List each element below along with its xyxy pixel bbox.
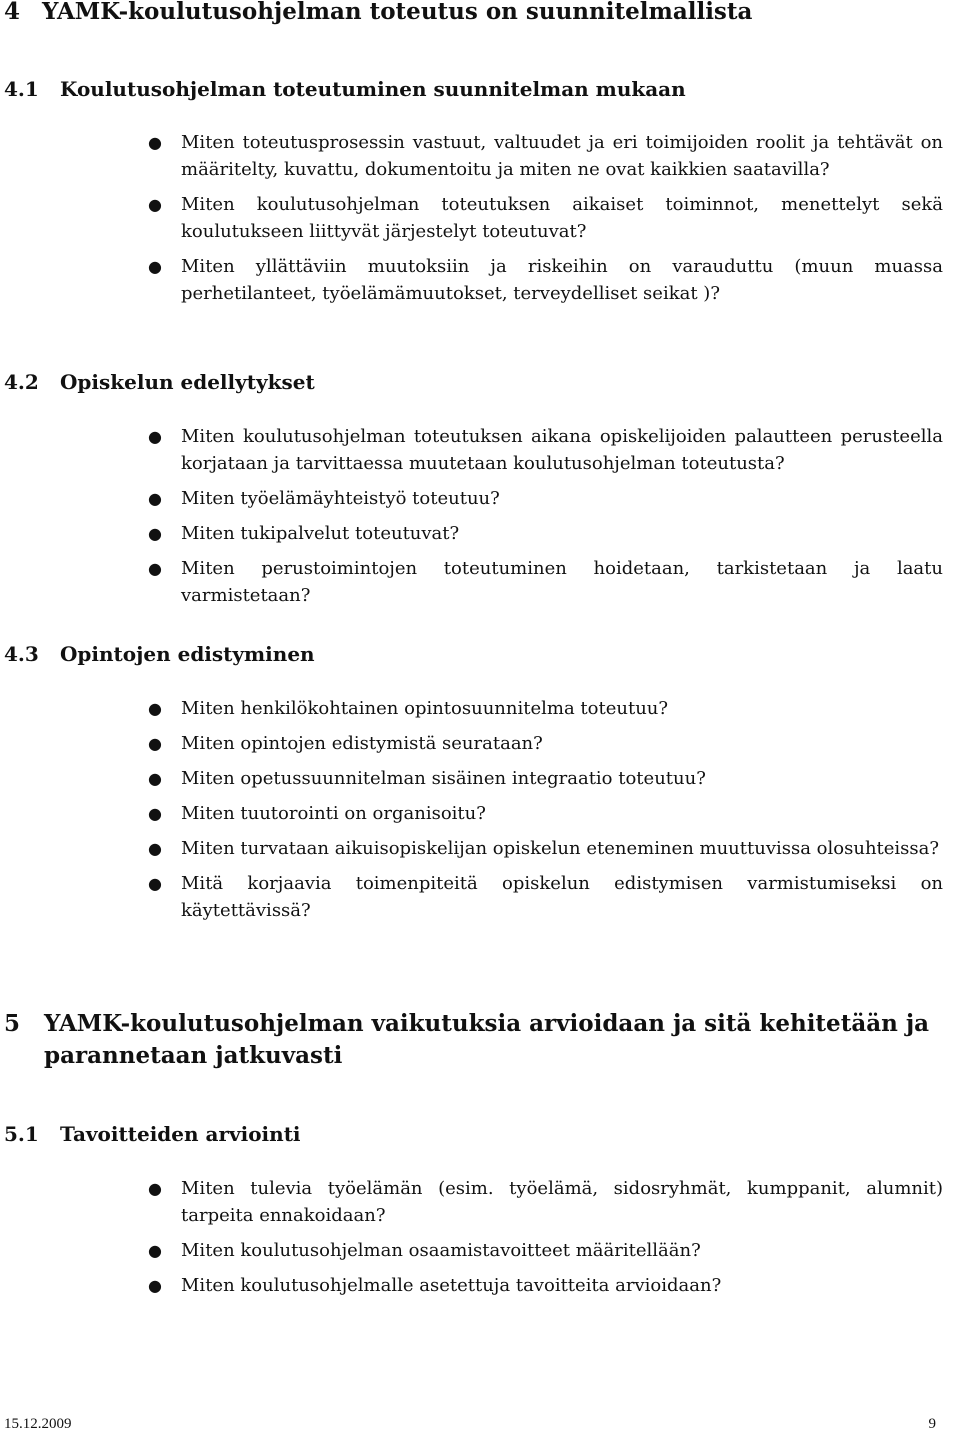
list-item: ● Miten turvataan aikuisopiskelijan opiskelun eteneminen muuttuvissa olosuhteissa? [0,835,943,862]
subsection-title: Opintojen edistyminen [60,642,315,666]
list-item: ● Miten perustoimintojen toteutuminen hoidetaan, tarkistetaan ja laatu varmistetaan? [0,555,943,609]
list-item: ● Miten henkilökohtainen opintosuunnitelma toteutuu? [0,695,943,722]
list-item: ● Miten yllättäviin muutoksiin ja riskeihin on varauduttu (muun muassa perhetilanteet, työelämämuutokset, terveydelliset seikat )? [0,253,943,307]
list-item: ● Miten opintojen edistymistä seurataan? [0,730,943,757]
list-item: ● Miten tulevia työelämän (esim. työelämä, sidosryhmät, kumppanit, alumnit) tarpeita ennakoidaan? [0,1175,943,1229]
subsection-title: Tavoitteiden arviointi [60,1122,301,1146]
list-item: ● Miten toteutusprosessin vastuut, valtuudet ja eri toimijoiden roolit ja tehtävät on määritelty, kuvattu, dokumentoitu ja miten ne ovat kaikkien saatavilla? [0,129,943,183]
bullet-icon: ● [148,427,162,446]
subsection-number: 5.1 [4,1122,39,1146]
bullet-icon: ● [148,734,162,753]
bullet-icon: ● [148,559,162,578]
section-title-line-2: parannetaan jatkuvasti [44,1042,343,1069]
bullet-icon: ● [148,769,162,788]
bullet-icon: ● [148,195,162,214]
bullet-icon: ● [148,839,162,858]
subsection-title: Koulutusohjelman toteutuminen suunnitelman mukaan [60,77,686,101]
bullet-icon: ● [148,1241,162,1260]
list-item: ● Miten koulutusohjelmalle asetettuja tavoitteita arvioidaan? [0,1272,943,1299]
section-title-line-1: YAMK-koulutusohjelman vaikutuksia arvioidaan ja sitä kehitetään ja [44,1010,930,1037]
section-number: 5 [4,1010,21,1037]
subsection-4-3-heading [4,640,315,668]
section-5-heading [4,1008,929,1072]
list-item: ● Miten koulutusohjelman osaamistavoitteet määritellään? [0,1237,943,1264]
subsection-number: 4.3 [4,642,39,666]
footer-date: 15.12.2009 [4,1416,72,1432]
subsection-4-2-list [0,423,960,617]
list-item: ● Miten työelämäyhteistyö toteutuu? [0,485,943,512]
subsection-4-2-heading [4,368,315,396]
bullet-icon: ● [148,804,162,823]
section-number: 4 [4,0,21,25]
bullet-icon: ● [148,524,162,543]
subsection-5-1-list [0,1175,960,1307]
subsection-number: 4.1 [4,77,39,101]
subsection-4-1-list [0,129,960,315]
list-item: ● Miten koulutusohjelman toteutuksen aikana opiskelijoiden palautteen perusteella korjataan ja tarvittaessa muutetaan koulutusohjelman toteutusta? [0,423,943,477]
bullet-icon: ● [148,489,162,508]
subsection-5-1-heading [4,1120,301,1148]
subsection-4-3-list [0,695,960,932]
bullet-icon: ● [148,699,162,718]
section-4-heading [4,0,752,28]
bullet-icon: ● [148,1276,162,1295]
bullet-icon: ● [148,133,162,152]
list-item: ● Mitä korjaavia toimenpiteitä opiskelun edistymisen varmistumiseksi on käytettävissä? [0,870,943,924]
list-item: ● Miten koulutusohjelman toteutuksen aikaiset toiminnot, menettelyt sekä koulutukseen liittyvät järjestelyt toteutuvat? [0,191,943,245]
list-item: ● Miten tuutorointi on organisoitu? [0,800,943,827]
subsection-number: 4.2 [4,370,39,394]
list-item: ● Miten tukipalvelut toteutuvat? [0,520,943,547]
bullet-icon: ● [148,1179,162,1198]
subsection-title: Opiskelun edellytykset [60,370,315,394]
bullet-icon: ● [148,257,162,276]
bullet-icon: ● [148,874,162,893]
section-title: YAMK-koulutusohjelman toteutus on suunnitelmallista [42,0,753,25]
subsection-4-1-heading [4,75,686,103]
list-item: ● Miten opetussuunnitelman sisäinen integraatio toteutuu? [0,765,943,792]
page-number: 9 [928,1416,936,1432]
